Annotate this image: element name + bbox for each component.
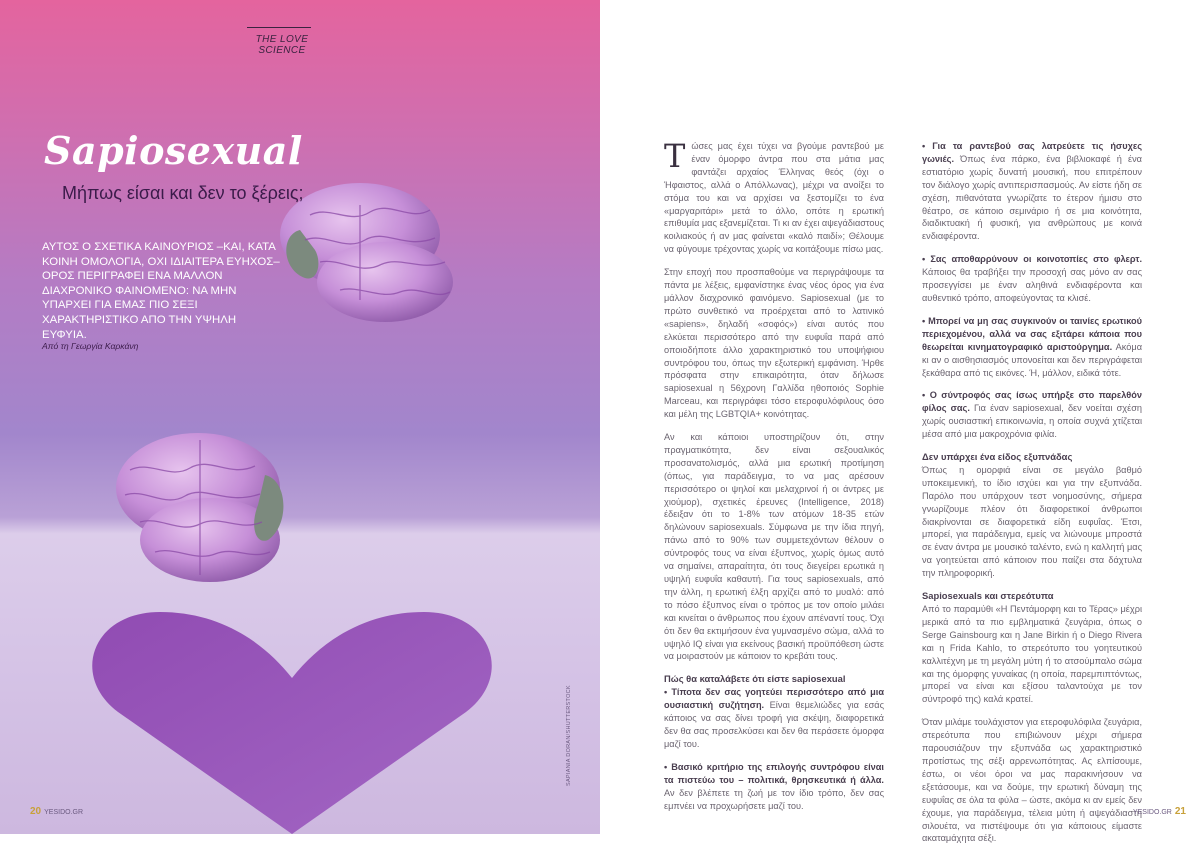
bullet-lead: • Μπορεί να μη σας συγκινούν οι ταινίες ερωτικού περιεχομένου, αλλά να σας εξιτάρει κάποια που θεωρείται κινηματογραφικό αριστούργημα. [922,315,1142,352]
article-title: Sapiosexual [44,128,303,173]
bullet-text: Είναι θεμελιώδες για εσάς κάποιος να σας δίνει τροφή για σκέψη, διαφορετικά δεν θα σας προσελκύσει και δεν θα περάσετε όμορφα μαζί του. [664,700,884,749]
subheading: Πώς θα καταλάβετε ότι είστε sapiosexual [664,673,846,685]
site-name-right: YESIDO.GR [1132,809,1172,816]
bullet-paragraph [664,686,884,751]
section-rule [247,27,311,28]
page-number-left [30,806,83,817]
subheading: Sapiosexuals και στερεότυπα [922,590,1054,602]
text-column-1 [664,137,884,822]
paragraph: Όπως η ομορφιά είναι σε μεγάλο βαθμό υποκειμενική, το ίδιο ισχύει και για την εξυπνάδα. Παρόλο που υπάρχουν τεστ νοημοσύνης, σήμερα γνωρίζουμε πλέον ότι διαφορετικοί άνθρωποι διακρίνονται σε διαφορετικά είδη ευφυΐας. Έτσι, μπορεί, για παράδειγμα, εμείς να λιώνουμε μπροστά σε έναν άντρα με μουσικό ταλέντο, ενώ η καλλητή μας να γοητεύεται από κάποιον που παίζει στα δάχτυλα την πληροφορική. [922,464,1142,579]
paragraph: Αν και κάποιοι υποστηρίζουν ότι, στην πραγματικότητα, δεν είναι σεξουαλικός προσανατολισμός, αλλά μια ερωτική προτίμηση (όπως, για παράδειγμα, το να μας αρέσουν περισσότερο οι ψηλοί και μελαχρινοί ή οι άντρες με χιούμορ), σχετικές έρευνες (Intelligence, 2018) έδειξαν ότι το 1-8% των ατόμων 18-35 ετών δηλώνουν sapiosexuals. Σύμφωνα με την ίδια πηγή, πάνω από το 90% των συμμετεχόντων θέλουν ο σύντροφός τους να είναι έξυπνος, χωρίς όμως αυτό να σημαίνει, απαραίτητα, ότι τους διεγείρει ερωτικά η υψηλή ευφυΐα καθαυτή. Για τους sapiosexuals, από την άλλη, η ερωτική έλξη αρχίζει από το μυαλό: από το πόσο έξυπνος είναι ο τρόπος με τον οποίο μιλάει και κινείται ο άνθρωπος που έχουν απέναντί τους. Όχι ότι δεν θα εκτιμήσουν ένα γυμνασμένο σώμα, αλλά το υψηλό IQ είναι για εκείνους βασική προϋπόθεση ώστε να μοιραστούν με κάποιον το κρεβάτι τους. [664,432,884,662]
bullet-paragraph [922,253,1142,305]
left-page [0,0,600,834]
bullet-text: Ακόμα κι αν ο αισθησιασμός υπονοείται και δεν περιγράφεται ξεκάθαρα από τις εικόνες. Ή, μάλλον, ειδικά τότε. [922,341,1142,378]
bullet-text: Αν δεν βλέπετε τη ζωή με τον ίδιο τρόπο, δεν σας εμπνέει να προχωρήσετε μαζί του. [664,787,884,811]
page-number-left-value: 20 [30,806,42,817]
brain-illustration [0,0,600,834]
page-number-right-value: 21 [1174,806,1186,817]
paragraph: Όταν μιλάμε τουλάχιστον για ετεροφυλόφιλα ζευγάρια, στερεότυπα που επιβιώνουν μέχρι σήμερα παρουσιάζουν την εξυπνάδα ως χαρακτηριστικό προτίστως της σέξι αρρενωπότητας. Ας ελπίσουμε, έστω, οι νέοι όροι να μας παρακινήσουν να εξετάσουμε, και να δούμε, την ερωτική δύναμη της ευφυΐας σε όλα τα φύλα – ώστε, ακόμα κι αν εμείς δεν έχουμε, για παράδειγμα, τέλεια μύτη ή αψεγάδιαστη σιλουέτα, να πιστέψουμε ότι για κάποιους είμαστε ακαταμάχητα σέξι. [922,717,1142,844]
bullet-paragraph [922,315,1142,380]
byline: Από τη Γεωργία Καρκάνη [42,341,139,351]
drop-cap: Τ [664,137,686,175]
article-lede: ΑΥΤΟΣ Ο ΣΧΕΤΙΚΑ ΚΑΙΝΟΥΡΙΟΣ –ΚΑΙ, ΚΑΤΑ ΚΟΙΝΗ ΟΜΟΛΟΓΙΑ, ΟΧΙ ΙΔΙΑΙΤΕΡΑ ΕΥΗΧΟΣ– ΟΡΟΣ ΠΕΡΙΓΡΑΦΕΙ ΕΝΑ ΜΑΛΛΟΝ ΔΙΑΧΡΟΝΙΚΟ ΦΑΙΝΟΜΕΝΟ: ΝΑ ΜΗΝ ΥΠΑΡΧΕΙ ΓΙΑ ΕΜΑΣ ΠΙΟ ΣΕΞΙ ΧΑΡΑΚΤΗΡΙΣΤΙΚΟ ΑΠΟ ΤΗΝ ΥΨΗΛΗ ΕΥΦΥΙΑ. [42,241,280,341]
page-number-right [1133,806,1186,817]
lower-brain [116,433,283,582]
bullet-text: Κάποιος θα τραβήξει την προσοχή σας μόνο αν σας προσεγγίσει με έναν αληθινά ενδιαφέροντα και αυθεντικό τρόπο, αποφεύγοντας τα κλισέ. [922,267,1142,303]
bullet-lead: • Για τα ραντεβού σας λατρεύετε τις ήσυχες γωνιές. [922,141,1142,164]
right-page [600,0,1200,844]
paragraph-text: ώσες μας έχει τύχει να βγούμε ραντεβού με έναν όμορφο άντρα που στα μάτια μας φαντάζει αρχαίος Έλληνας θεός (όχι ο Ήφαιστος, αλλά ο Απόλλωνας), μέχρι να ανοίξει το στόμα του και να αρχίσει να ξεστομίζει το ένα «μαργαριτάρι» μετά το άλλο, οπότε η ερωτική επιθυμία μας εξανεμίζεται. Τι κι αν έχει αψεγάδιαστους κοιλιακούς ή αν μας φαίνεται «καλό παιδί»; Θέλουμε να φύγουμε τρέχοντας χωρίς να κοιτάξουμε πίσω μας. [664,141,884,255]
bullet-paragraph [922,389,1142,441]
paragraph: Από το παραμύθι «Η Πεντάμορφη και το Τέρας» μέχρι μερικά από τα πιο εμβληματικά ζευγάρια, όπως ο Serge Gainsbourg και η Jane Birkin ή ο Diego Rivera και η Frida Kahlo, το στερεότυπο του γοητευτικού καλλιτέχνη με τη μεγάλη μύτη ή το ατσούμπαλο σώμα και της όμορφης γυναίκας (η οποία, παρεμπιπτόντως, μπορεί να είναι και εξίσου ταλαντούχα με τον σύντροφό της) καλά κρατεί. [922,604,1142,705]
heart-shadow [92,612,491,834]
section-label: THE LOVE SCIENCE [255,34,309,56]
subheading: Δεν υπάρχει ένα είδος εξυπνάδας [922,451,1073,463]
bullet-lead: • Σας αποθαρρύνουν οι κοινοτοπίες στο φλερτ. [922,254,1142,265]
bullet-lead: • Βασικό κριτήριο της επιλογής συντρόφου είναι τα πιστεύω του – πολιτικά, θρησκευτικά ή άλλα. [664,761,884,785]
bullet-text: Όπως ένα πάρκο, ένα βιβλιοκαφέ ή ένα εστιατόριο χωρίς δυνατή μουσική, που επιτρέπουν τον διάλογο χωρίς αντιπερισπασμούς. Αν είστε ήδη σε σχέση, πιθανότατα γνωρίζατε το έτερον ήμισυ στο θέατρο, σε κάποιο σεμινάριο ή σε μια κοινότητα, διαδικτυακή ή φυσική, για ανθρώπους με κοινά ενδιαφέροντα. [922,153,1142,242]
article-subtitle: Μήπως είσαι και δεν το ξέρεις; [62,183,304,203]
bullet-paragraph [664,761,884,813]
text-column-2 [922,140,1142,855]
photo-credit: SAPIANIA DORAN/SHUTTERSTOCK [566,685,572,786]
bullet-lead: • Τίποτα δεν σας γοητεύει περισσότερο από μια ουσιαστική συζήτηση. [664,687,884,711]
bullet-paragraph [922,140,1142,243]
bullet-text: Για έναν sapiosexual, δεν νοείται σχέση χωρίς ουσιαστική επικοινωνία, η οποία συχνά χτίζεται μέσα από μια μακροχρόνια φιλία. [922,403,1142,440]
upper-brain [280,183,453,322]
paragraph: Στην εποχή που προσπαθούμε να περιγράψουμε τα πάντα με λέξεις, εμφανίστηκε ένας νέος όρος για ένα μάλλον διαχρονικό φαινόμενο. Sapiosexual (με το πρώτο συνθετικό να προέρχεται από το λατινικό «sapiens», δηλαδή «σοφός») είναι αυτός που ελκύεται περισσότερο από την ευφυΐα παρά από οποιοδήποτε άλλο χαρακτηριστικό του υποψήφιου συντρόφου του, όπως την εξωτερική εμφάνιση. Ήρθε πρόσφατα στην επικαιρότητα, όταν δήλωσε sapiosexual η 56χρονη Γαλλίδα ηθοποιός Sophie Marceau, και περιγράφει τόσο ετεροφυλόφιλους όσο και μέλη της LGBTQIA+ κοινότητας. [664,267,884,420]
paragraph [664,137,884,256]
bullet-lead: • Ο σύντροφός σας ίσως υπήρξε στο παρελθόν φίλος σας. [922,390,1142,414]
site-name-left: YESIDO.GR [44,809,84,816]
